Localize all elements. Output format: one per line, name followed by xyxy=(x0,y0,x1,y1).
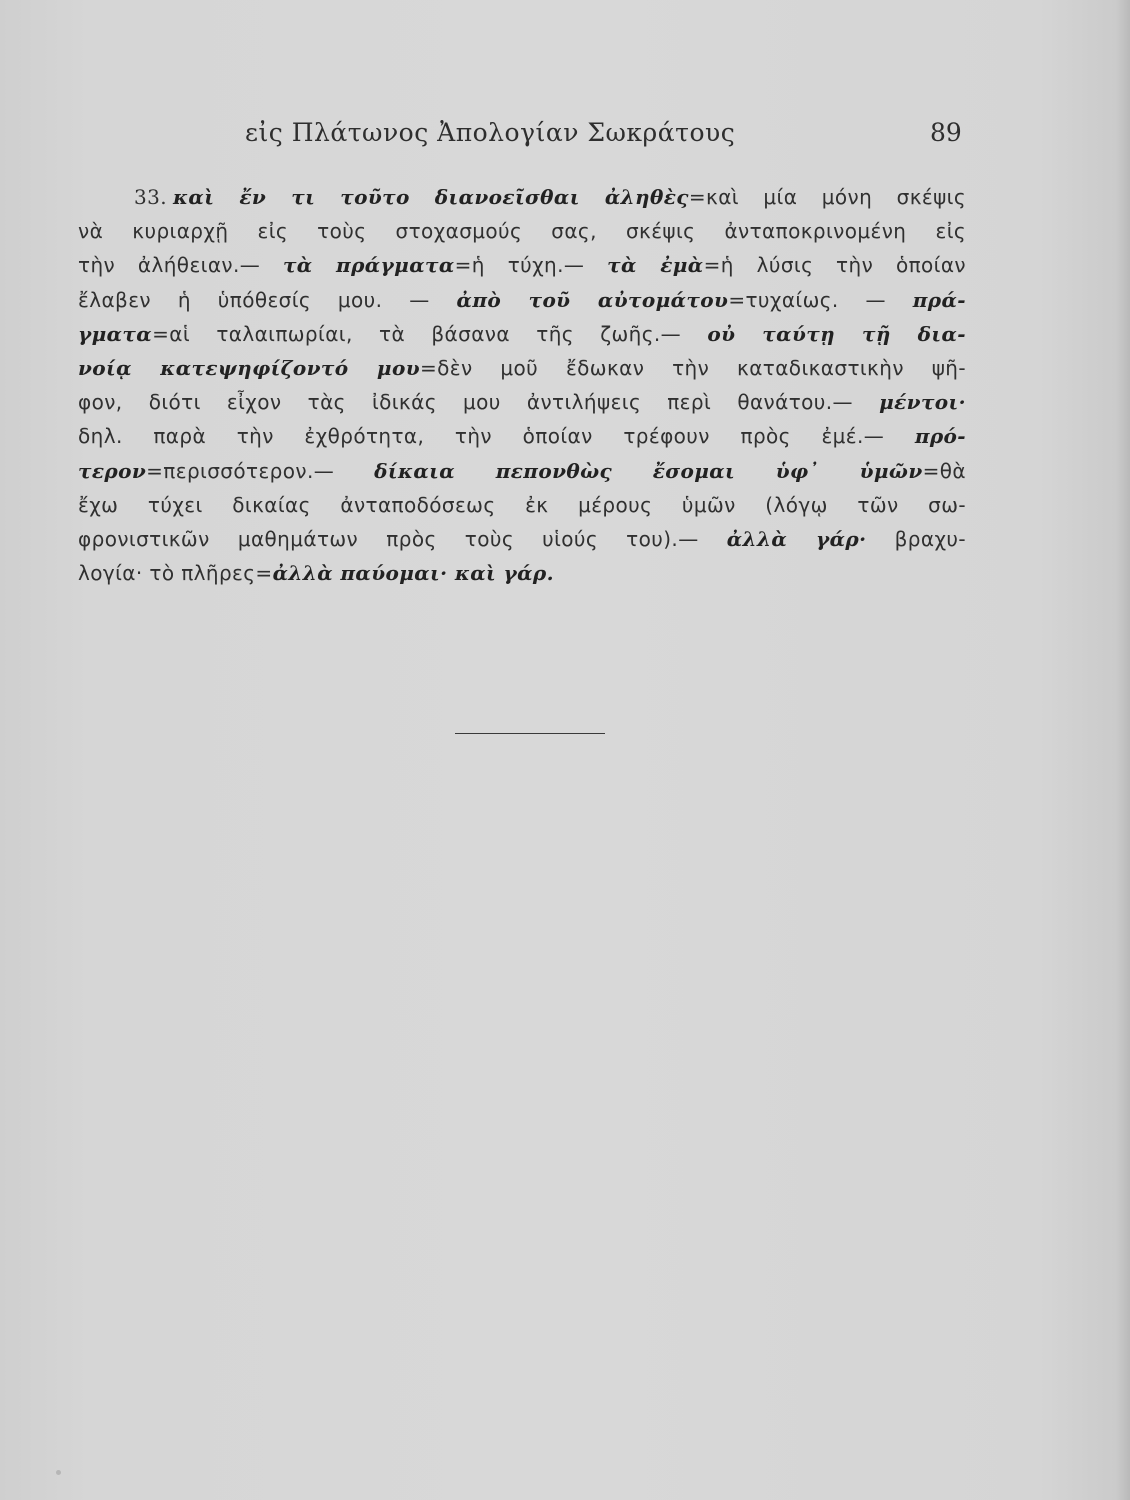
text-line xyxy=(78,317,966,351)
commentary-text: λογία· τὸ πλῆρες= xyxy=(78,561,273,586)
text-line xyxy=(78,385,966,419)
commentary-text: =θὰ xyxy=(922,458,967,483)
commentary-text: βραχυ- xyxy=(866,526,966,551)
text-line xyxy=(78,488,966,522)
lemma-phrase: τερον xyxy=(78,458,147,483)
commentary-text: ἔχω τύχει δικαίας ἀνταποδόσεως ἐκ μέρους ὑμῶν (λόγῳ τῶν σω- xyxy=(78,492,966,517)
page-edge-shadow xyxy=(1116,0,1130,1500)
text-line xyxy=(78,180,966,214)
commentary-text: =τυχαίως. — xyxy=(728,287,913,312)
lemma-phrase: δίκαια πεπονθὼς ἔσομαι ὑφ᾽ ὑμῶν xyxy=(374,458,923,483)
commentary-text: =αἱ ταλαιπωρίαι, τὰ βάσανα τῆς ζωῆς.— xyxy=(152,321,708,346)
commentary-text: νὰ κυριαρχῇ εἰς τοὺς στοχασμούς σας, σκέψις ἀνταποκρινομένη εἰς xyxy=(78,219,966,244)
lemma-phrase: πρά- xyxy=(912,287,966,312)
page-number: 89 xyxy=(930,118,962,147)
lemma-phrase: ἀλλὰ γάρ· xyxy=(726,526,867,551)
lemma-phrase: νοίᾳ κατεψηφίζοντό μου xyxy=(78,355,420,380)
text-line xyxy=(78,556,966,590)
text-line xyxy=(78,248,966,282)
lemma-phrase: καὶ ἔν τι τοῦτο διανοεῖσθαι ἀληθὲς xyxy=(173,185,689,209)
commentary-text: =περισσότερον.— xyxy=(146,458,375,483)
running-title: εἰς Πλάτωνος Ἀπολογίαν Σωκράτους xyxy=(245,118,736,147)
text-line xyxy=(78,214,966,248)
lemma-phrase: ἀπὸ τοῦ αὐτομάτου xyxy=(456,287,729,312)
commentary-text: =δὲν μοῦ ἔδωκαν τὴν καταδικαστικὴν ψῆ- xyxy=(420,355,966,380)
commentary-text: τὴν ἀλήθειαν.— xyxy=(78,253,283,278)
commentary-text: δηλ. παρὰ τὴν ἐχθρότητα, τὴν ὁποίαν τρέφουν πρὸς ἐμέ.— xyxy=(78,424,915,449)
text-line xyxy=(78,419,966,453)
lemma-phrase: τὰ πράγματα xyxy=(282,253,455,278)
commentary-text: φον, διότι εἶχον τὰς ἰδικάς μου ἀντιλήψεις περὶ θανάτου.— xyxy=(78,390,880,415)
text-line xyxy=(78,522,966,556)
commentary-text: =ἡ λύσις τὴν ὁποίαν xyxy=(703,253,966,278)
text-line xyxy=(78,283,966,317)
commentary-text: ἔλαβεν ἡ ὑπόθεσίς μου. — xyxy=(78,287,457,312)
section-end-rule xyxy=(455,733,605,734)
text-line xyxy=(78,454,966,488)
text-line xyxy=(78,351,966,385)
lemma-phrase: ἀλλὰ παύομαι· καὶ γάρ. xyxy=(272,561,554,586)
paper-speck xyxy=(56,1470,61,1475)
lemma-phrase: πρό- xyxy=(914,424,966,449)
section-number: 33. xyxy=(134,185,168,209)
lemma-phrase: τὰ ἐμὰ xyxy=(607,253,704,278)
commentary-text: =καὶ μία μόνη σκέψις xyxy=(688,185,966,209)
lemma-phrase: οὐ ταύτῃ τῇ δια- xyxy=(707,321,966,346)
commentary-text: =ἡ τύχη.— xyxy=(454,253,608,278)
lemma-phrase: γματα xyxy=(78,321,153,346)
lemma-phrase: μέντοι· xyxy=(879,390,966,415)
commentary-text: φρονιστικῶν μαθημάτων πρὸς τοὺς υἱούς του).— xyxy=(78,526,727,551)
commentary-section-33 xyxy=(78,180,966,590)
